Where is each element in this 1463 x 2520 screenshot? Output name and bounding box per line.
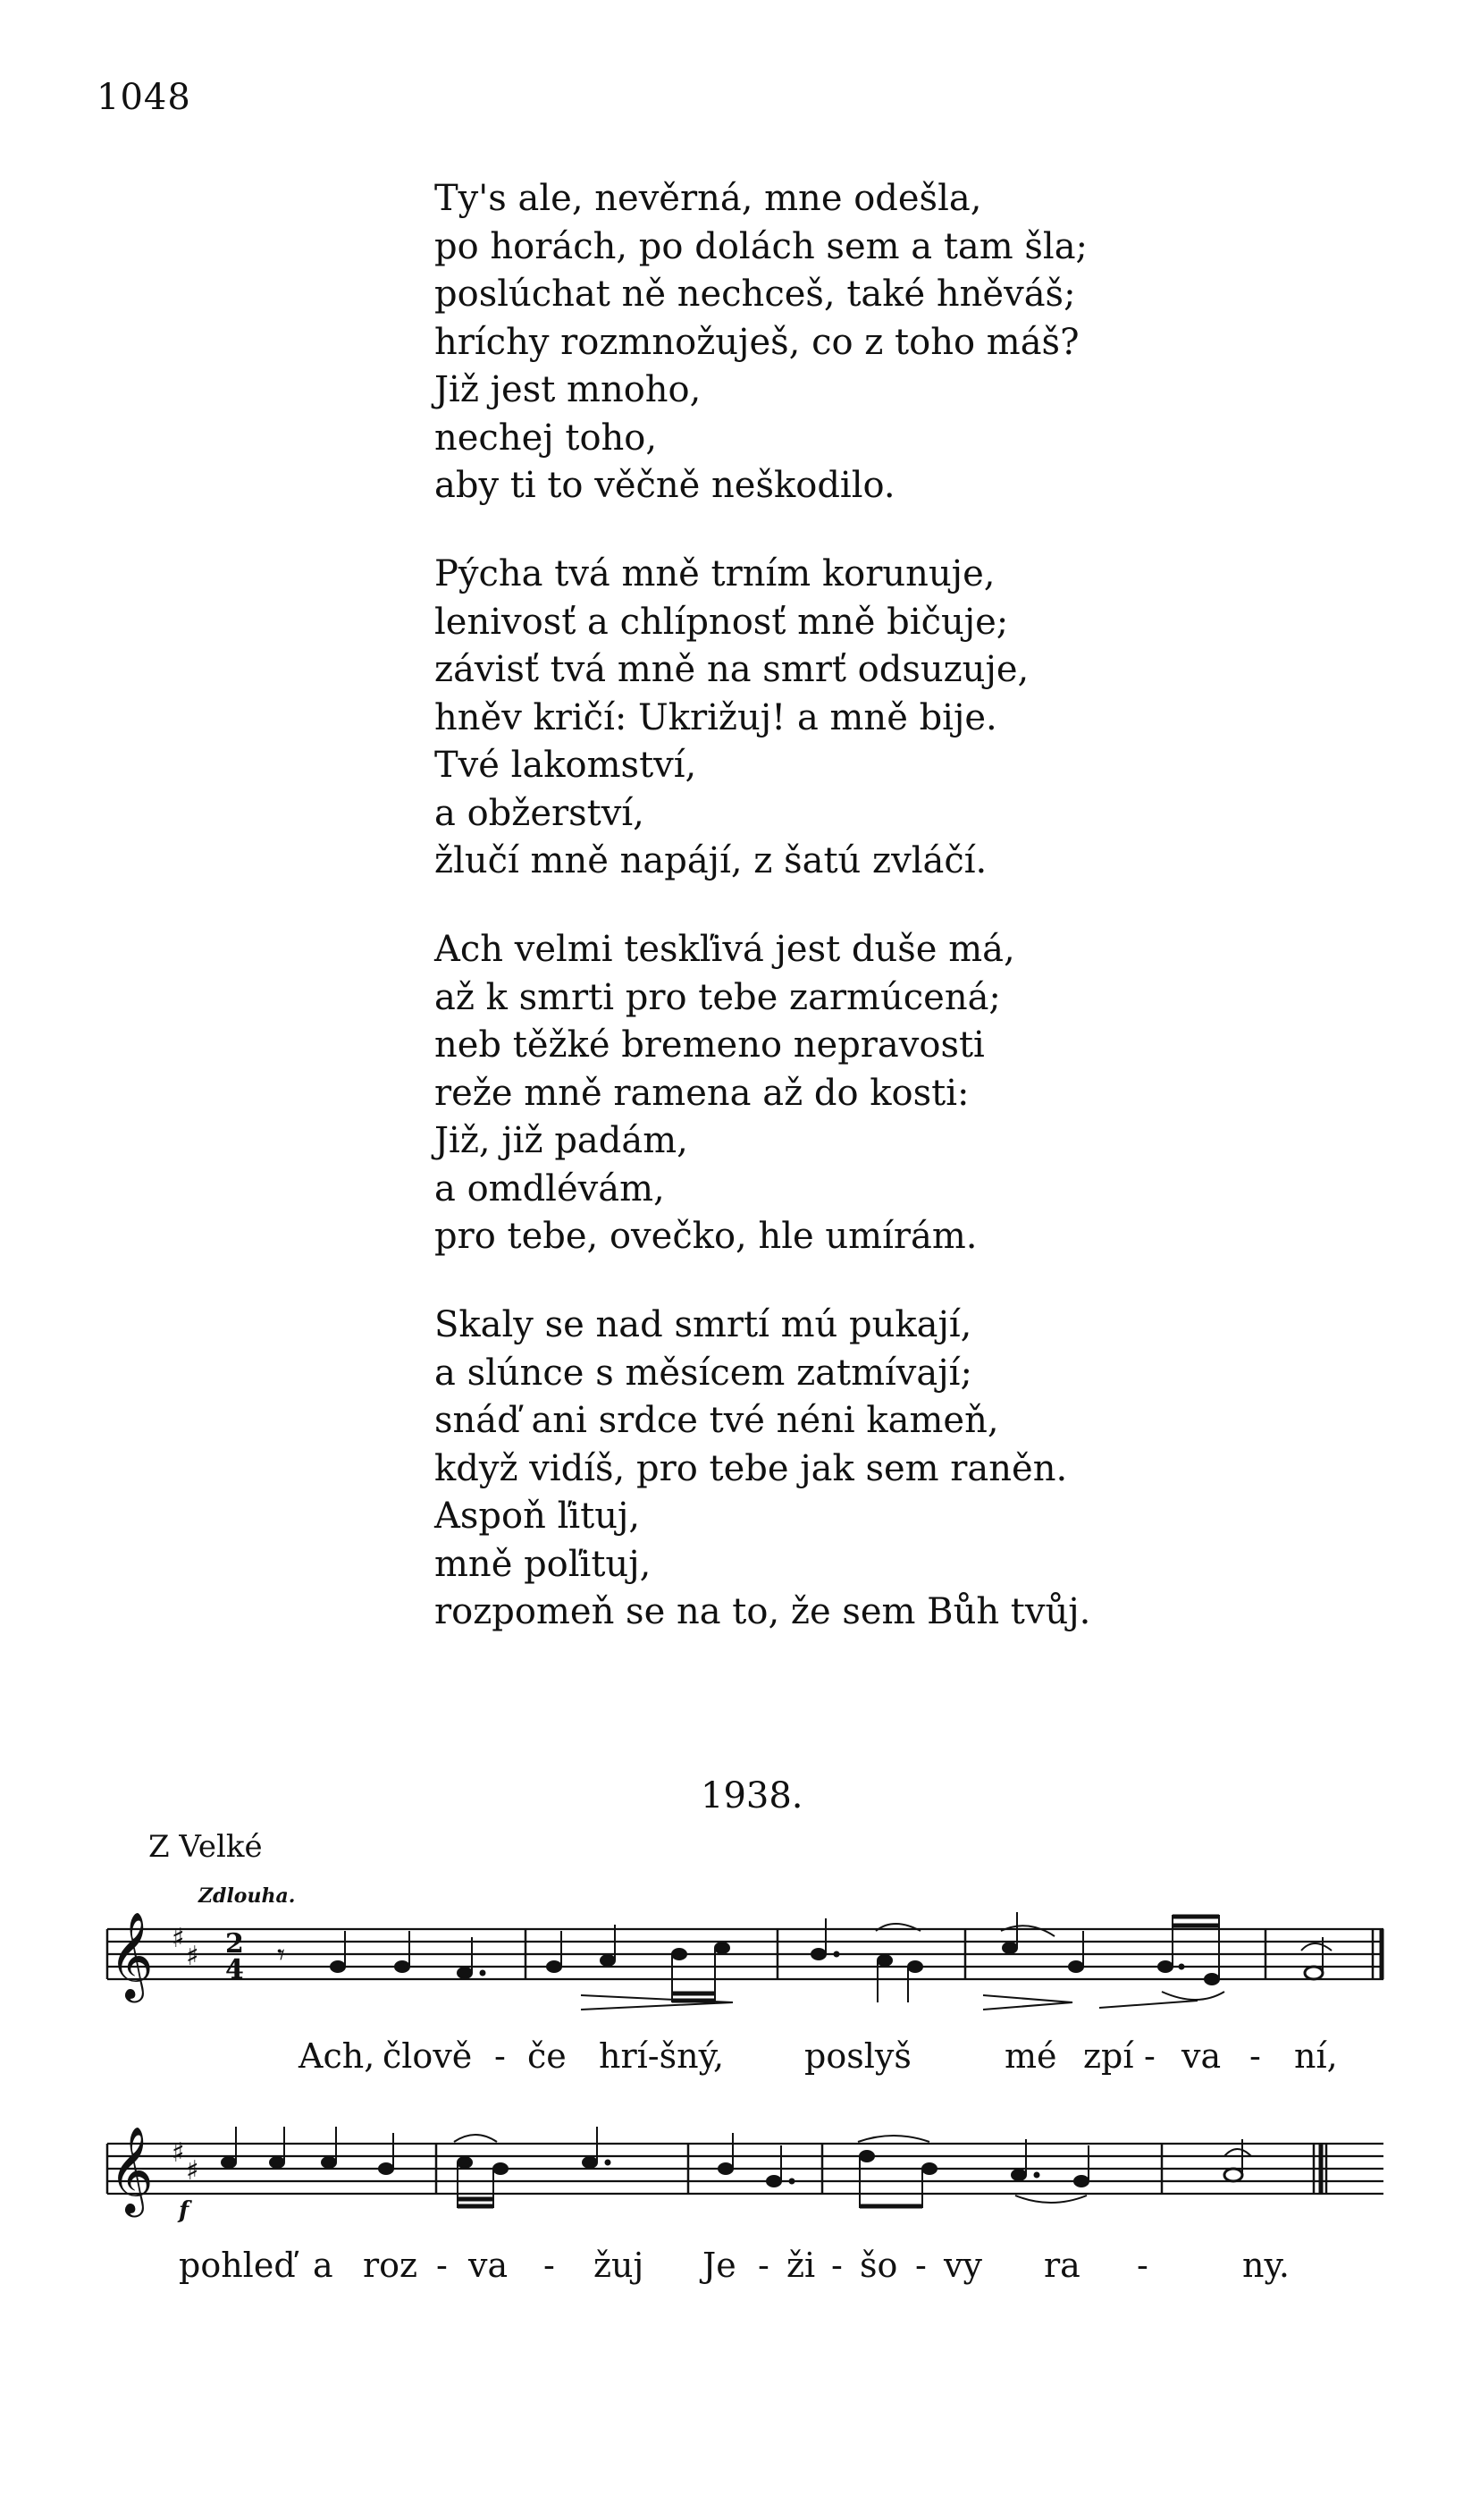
lyric-syllable: a xyxy=(313,2246,333,2285)
lyric-syllable: člově xyxy=(383,2036,473,2076)
verse-line: neb těžké bremeno nepravosti xyxy=(434,1024,985,1066)
verse-line: poslúchat ně nechceš, také hněváš; xyxy=(434,274,1076,315)
lyric-syllable: - xyxy=(543,2246,555,2285)
lyric-syllable: - xyxy=(1137,2246,1148,2285)
verse-line: a slúnce s měsícem zatmívají; xyxy=(434,1352,972,1394)
lyric-syllable: Ach, xyxy=(298,2036,375,2076)
verse-line: a obžerství, xyxy=(434,792,644,834)
svg-text:𝄾: 𝄾 xyxy=(277,1937,286,1973)
notes xyxy=(222,2127,1242,2208)
verse-line: Již, již padám, xyxy=(434,1120,688,1161)
svg-text:♯: ♯ xyxy=(186,1941,199,1972)
lyric-syllable: - xyxy=(494,2036,506,2076)
verse-line: Aspoň ľituj, xyxy=(434,1496,641,1537)
stanza-1 xyxy=(434,175,1088,510)
lyric-syllable: vy xyxy=(944,2246,982,2285)
lyric-syllable: ní, xyxy=(1294,2036,1338,2076)
lyric-syllable: - xyxy=(1144,2036,1156,2076)
verse-line: reže mně ramena až do kosti: xyxy=(434,1072,970,1114)
verse-line: hněv kričí: Ukrižuj! a mně bije. xyxy=(434,696,997,738)
verse-line: rozpomeň se na to, že sem Bůh tvůj. xyxy=(434,1591,1091,1632)
tempo-marking: Zdlouha. xyxy=(198,1884,296,1908)
lyric-syllable: mé xyxy=(1005,2036,1057,2076)
verse-line: hríchy rozmnožuješ, co z toho máš? xyxy=(434,321,1080,363)
svg-text:♯: ♯ xyxy=(186,2155,199,2187)
key-signature-icon xyxy=(172,2137,199,2187)
lyric-syllable: - xyxy=(915,2246,927,2285)
verse-line: po horách, po dolách sem a tam šla; xyxy=(434,225,1089,267)
lyric-syllable: šo xyxy=(860,2246,898,2285)
verse-line: Tvé lakomství, xyxy=(434,745,697,786)
notes xyxy=(277,1912,1323,2002)
verse-line: mně poľituj, xyxy=(434,1543,652,1585)
svg-text:♯: ♯ xyxy=(172,2137,185,2169)
lyric-syllable: ži xyxy=(786,2246,816,2285)
lyric-syllable: zpí xyxy=(1083,2036,1134,2076)
verse-line: Pýcha tvá mně trním korunuje, xyxy=(434,553,996,594)
lyrics-line-1 xyxy=(0,2036,1463,2081)
verse-line: až k smrti pro tebe zarmúcená; xyxy=(434,976,1001,1018)
lyric-syllable: ra xyxy=(1044,2246,1080,2285)
verse-line: závisť tvá mně na smrť odsuzuje, xyxy=(434,649,1030,690)
verse-line: nechej toho, xyxy=(434,417,658,459)
lyric-syllable: roz xyxy=(363,2246,418,2285)
stanza-3 xyxy=(434,926,1015,1261)
lyric-syllable: hrí-šný, xyxy=(599,2036,725,2076)
lyric-syllable: - xyxy=(1249,2036,1261,2076)
lyric-syllable: va xyxy=(1181,2036,1222,2076)
lyric-syllable: poslyš xyxy=(804,2036,912,2076)
page-number: 1048 xyxy=(97,77,191,118)
verse-line: Ach velmi teskľivá jest duše má, xyxy=(434,929,1015,970)
lyric-syllable: če xyxy=(527,2036,567,2076)
music-staff-2 xyxy=(0,2119,1463,2262)
time-signature-bottom: 4 xyxy=(225,1954,244,1985)
verse-line: když vidíš, pro tebe jak sem raněn. xyxy=(434,1447,1068,1489)
dynamic-marking: f xyxy=(179,2197,189,2224)
lyric-syllable: va xyxy=(468,2246,509,2285)
verse-line: snáď ani srdce tvé néni kameň, xyxy=(434,1400,999,1441)
stanza-2 xyxy=(434,551,1029,886)
song-number: 1938. xyxy=(701,1775,803,1816)
verse-line: a omdlévám, xyxy=(434,1167,665,1209)
lyrics-line-2 xyxy=(0,2246,1463,2290)
treble-clef-icon: 𝄞 xyxy=(109,1911,154,1999)
lyric-syllable: Je xyxy=(702,2246,736,2285)
lyric-syllable: - xyxy=(758,2246,769,2285)
lyric-syllable: pohleď xyxy=(179,2246,296,2285)
verse-line: Již jest mnoho, xyxy=(434,369,702,410)
song-origin: Z Velké xyxy=(148,1829,263,1865)
svg-text:♯: ♯ xyxy=(172,1923,185,1954)
verse-line: lenivosť a chlípnosť mně bičuje; xyxy=(434,601,1009,643)
lyric-syllable: - xyxy=(436,2246,448,2285)
verse-line: aby ti to věčně neškodilo. xyxy=(434,465,895,506)
verse-line: pro tebe, ovečko, hle umírám. xyxy=(434,1216,978,1257)
stanza-4 xyxy=(434,1302,1090,1637)
verse-line: Skaly se nad smrtí mú pukají, xyxy=(434,1304,972,1345)
key-signature-icon xyxy=(172,1923,199,1972)
lyric-syllable: žuj xyxy=(593,2246,644,2285)
verse-line: Ty's ale, nevěrná, mne odešla, xyxy=(434,178,982,219)
verse-line: žlučí mně napájí, z šatú zvláčí. xyxy=(434,840,988,881)
time-signature-top: 2 xyxy=(225,1928,244,1960)
lyric-syllable: - xyxy=(831,2246,843,2285)
treble-clef-icon: 𝄞 xyxy=(109,2126,154,2213)
lyric-syllable: ny. xyxy=(1242,2246,1290,2285)
